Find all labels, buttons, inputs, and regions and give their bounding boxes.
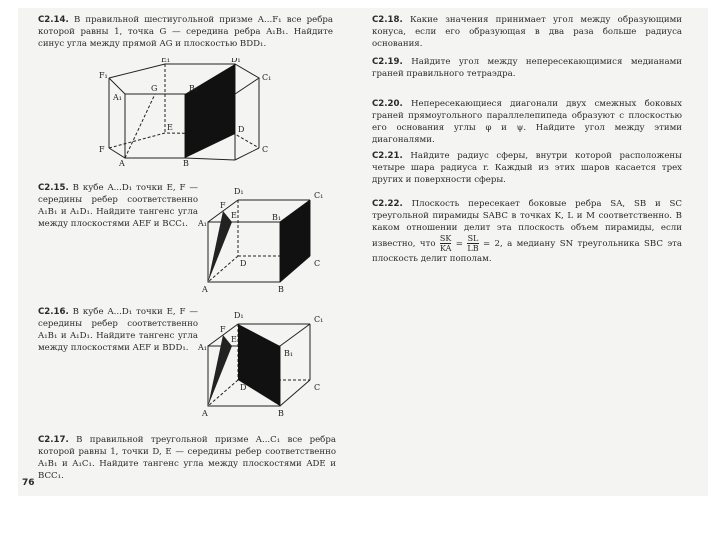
problem-text: Найдите угол между непересекающимися медианами граней правильного тетраэдра. — [372, 57, 682, 79]
label-C1: C₁ — [314, 191, 324, 200]
problem-id: С2.22. — [372, 199, 403, 209]
label-D1: D₁ — [234, 311, 244, 320]
label-D1: D₁ — [234, 187, 244, 196]
label-D: D — [240, 259, 247, 268]
label-A1: A₁ — [198, 343, 207, 352]
label-F: F — [220, 201, 226, 210]
page-number: 76 — [22, 478, 35, 488]
label-B1: B₁ — [189, 84, 199, 93]
problem-id: С2.17. — [38, 435, 69, 445]
problem-c2-15 — [38, 182, 198, 230]
label-B: B — [278, 285, 284, 294]
problem-id: С2.16. — [38, 307, 69, 317]
frac-den: LB — [467, 244, 479, 253]
problem-c2-16 — [38, 306, 198, 354]
label-B: B — [183, 159, 189, 168]
problem-id: С2.18. — [372, 15, 403, 25]
label-A1: A₁ — [113, 93, 122, 102]
label-E: E — [231, 211, 237, 220]
problem-text: Непересекающиеся диагонали двух смежных боковых граней прямоугольного параллелепипеда образуют с плоскостью его основания углы φ и ψ. Найдите угол между этими диагоналями. — [372, 99, 683, 145]
problem-id: С2.14. — [38, 15, 69, 25]
label-E: E — [231, 335, 237, 344]
label-A: A — [202, 285, 208, 294]
label-C1: C₁ — [314, 315, 324, 324]
label-E1: E₁ — [161, 58, 171, 64]
label-D: D — [238, 125, 245, 134]
label-E: E — [167, 123, 173, 132]
hexagonal-prism-figure — [95, 58, 285, 168]
problem-id: С2.19. — [372, 57, 403, 67]
label-C: C — [314, 383, 321, 392]
label-A: A — [119, 159, 125, 168]
cube-figure-1 — [198, 182, 338, 297]
problem-id: С2.15. — [38, 183, 69, 193]
problem-text-cont: = 2, а медиану SN треугольника SBC эта плоскость делит пополам. — [372, 239, 683, 264]
problem-text: Плоскость пересекает боковые ребра SA, SB и SC треугольной пирамиды SABC в точках K, L и M соответственно. В каком отношении делит эта плоскость объем пирамиды, если известно, что — [372, 199, 682, 249]
label-A: A — [202, 409, 208, 418]
cube-figure-2 — [198, 306, 338, 421]
label-B1: B₁ — [272, 213, 282, 222]
label-F1: F₁ — [99, 71, 108, 80]
problem-text: Найдите радиус сферы, внутри которой расположены четыре шара радиуса r. Каждый из этих шаров касается трех других и поверхности сферы. — [372, 151, 683, 185]
problem-text: Какие значения принимает угол между образующими конуса, если его образующая в два раза больше радиуса основания. — [372, 15, 682, 49]
label-C: C — [314, 259, 321, 268]
label-G: G — [151, 84, 158, 93]
equals-sign: = — [455, 239, 463, 249]
label-A1: A₁ — [198, 219, 207, 228]
problem-text: В правильной шестиугольной призме A...F₁ все ребра которой равны 1, точка G — середина ребра A₁B₁. Найдите синус угла между прямой AG и плоскостью BDD₁. — [38, 15, 334, 49]
label-C: C — [262, 145, 269, 154]
problem-text: В правильной треугольной призме A...C₁ все ребра которой равны 1, точки D, E — середины ребер соответственно A₁B₁ и A₁C₁. Найдите тангенс угла между плоскостями ADE и BCC₁. — [38, 435, 336, 481]
frac-num: SK — [439, 234, 452, 243]
problem-text: В кубе A...D₁ точки E, F — середины ребер соответственно A₁B₁ и A₁D₁. Найдите тангенс угла между плоскостями AEF и BCC₁. — [38, 183, 198, 229]
problem-c2-22 — [372, 198, 682, 265]
label-C1: C₁ — [262, 73, 272, 82]
problem-id: С2.20. — [372, 99, 403, 109]
frac-num: SL — [467, 234, 479, 243]
label-B1: B₁ — [284, 349, 294, 358]
fraction-sl-lb — [467, 234, 478, 253]
label-D1: D₁ — [231, 58, 241, 64]
problem-c2-18 — [372, 14, 682, 50]
frac-den: KA — [439, 244, 452, 253]
problem-id: С2.21. — [372, 151, 403, 161]
problem-c2-17 — [38, 434, 336, 482]
label-B: B — [278, 409, 284, 418]
problem-c2-19 — [372, 56, 682, 80]
problem-text: В кубе A...D₁ точки E, F — середины ребер соответственно A₁B₁ и A₁D₁. Найдите тангенс угла между плоскостями AEF и BDD₁. — [38, 307, 198, 353]
label-F: F — [220, 325, 226, 334]
problem-c2-21 — [372, 150, 682, 186]
fraction-sk-ka — [440, 234, 451, 253]
problem-c2-14 — [38, 14, 333, 50]
problem-c2-20 — [372, 98, 682, 146]
label-D: D — [240, 383, 247, 392]
label-F: F — [99, 145, 105, 154]
